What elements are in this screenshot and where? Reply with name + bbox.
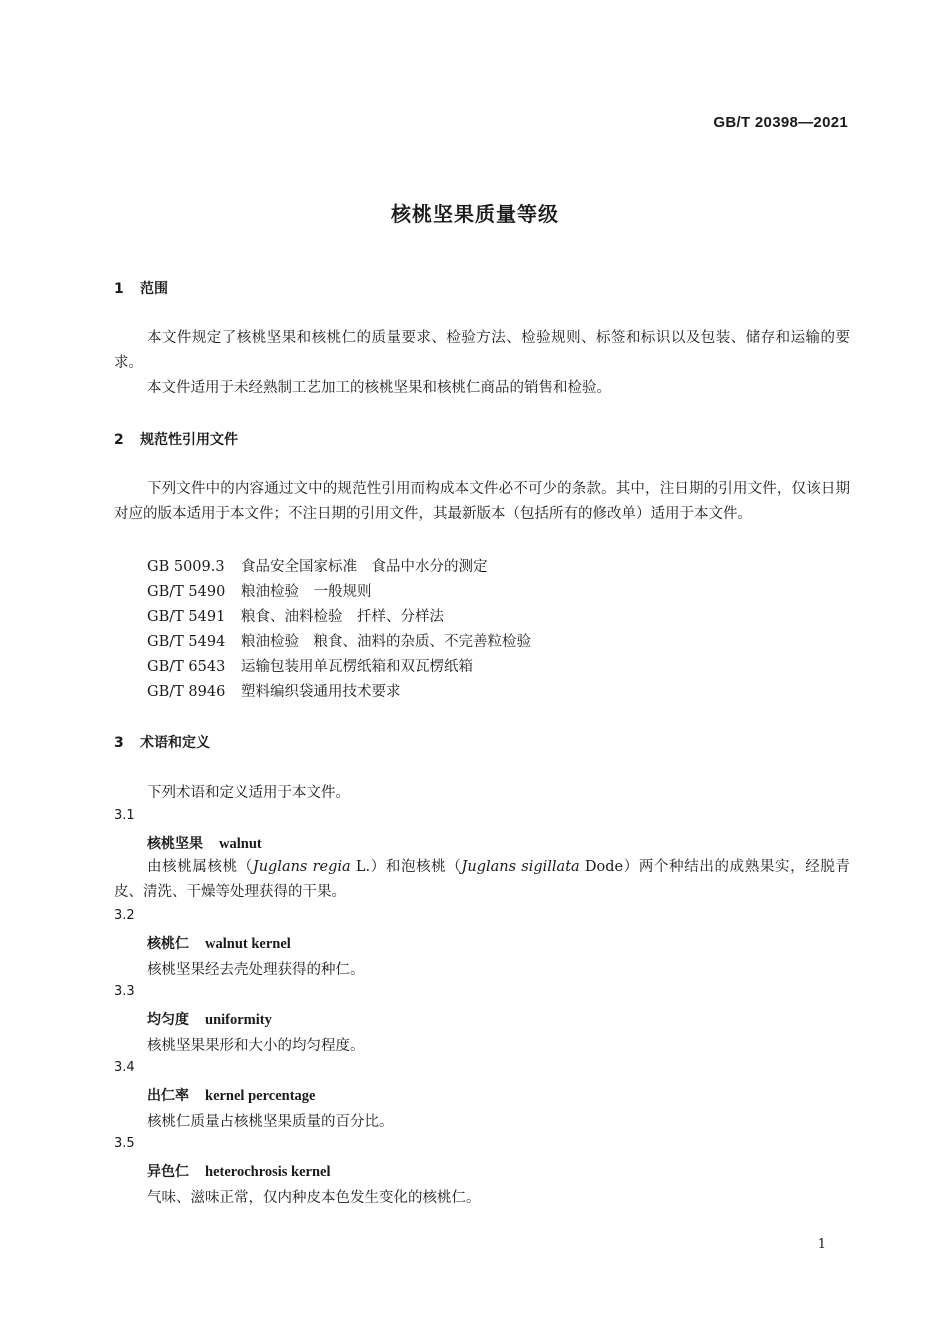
term-entry — [147, 1085, 315, 1105]
reference-item — [147, 630, 531, 651]
reference-item — [147, 580, 372, 601]
term-en: uniformity — [205, 1012, 272, 1028]
term-definition — [114, 855, 850, 905]
reference-title: 食品安全国家标准 食品中水分的测定 — [241, 559, 488, 575]
section-number: 2 — [114, 432, 124, 448]
term-zh: 核桃坚果 — [147, 836, 203, 852]
section-title: 术语和定义 — [140, 735, 210, 751]
scope-paragraph-2: 本文件适用于未经熟制工艺加工的核桃坚果和核桃仁商品的销售和检验。 — [147, 380, 611, 396]
section-heading-normative — [114, 429, 238, 449]
reference-title: 塑料编织袋通用技术要求 — [241, 684, 401, 700]
reference-title: 粮食、油料检验 扦样、分样法 — [241, 609, 444, 625]
reference-code: GB 5009.3 — [147, 559, 225, 575]
clause-number: 3.3 — [114, 984, 135, 999]
term-en: kernel percentage — [205, 1088, 316, 1104]
reference-item — [147, 555, 488, 576]
species-name: Juglans sigillata — [461, 859, 580, 875]
reference-code: GB/T 5494 — [147, 634, 226, 650]
clause-number: 3.4 — [114, 1060, 135, 1075]
term-entry — [147, 1009, 272, 1029]
term-definition: 核桃仁质量占核桃坚果质量的百分比。 — [147, 1114, 394, 1130]
standard-code: GB/T 20398—2021 — [713, 114, 848, 131]
section-title: 范围 — [140, 281, 168, 297]
scope-paragraph-1: 本文件规定了核桃坚果和核桃仁的质量要求、检验方法、检验规则、标签和标识以及包装、储存和运输的要求。 — [114, 330, 850, 371]
reference-item — [147, 680, 401, 701]
definition-text: 由核桃属核桃（ — [147, 859, 253, 875]
definition-text: L.）和泡核桃（ — [350, 859, 462, 875]
reference-code: GB/T 5490 — [147, 584, 226, 600]
term-definition: 核桃坚果果形和大小的均匀程度。 — [147, 1038, 365, 1054]
term-en: walnut kernel — [205, 936, 291, 952]
term-en: walnut — [219, 836, 262, 852]
reference-title: 运输包装用单瓦楞纸箱和双瓦楞纸箱 — [241, 659, 473, 675]
section-heading-scope — [114, 278, 168, 298]
document-title: 核桃坚果质量等级 — [391, 202, 559, 226]
reference-code: GB/T 6543 — [147, 659, 226, 675]
clause-number: 3.5 — [114, 1136, 135, 1151]
term-en: heterochrosis kernel — [205, 1164, 331, 1180]
section-number: 1 — [114, 281, 124, 297]
term-entry — [147, 833, 262, 853]
section-heading-terms — [114, 732, 210, 752]
term-zh: 均匀度 — [147, 1012, 189, 1028]
term-zh: 核桃仁 — [147, 936, 189, 952]
term-zh: 异色仁 — [147, 1164, 189, 1180]
term-definition: 核桃坚果经去壳处理获得的种仁。 — [147, 962, 365, 978]
species-name: Juglans regia — [252, 859, 351, 875]
reference-title: 粮油检验 粮食、油料的杂质、不完善粒检验 — [241, 634, 531, 650]
section-title: 规范性引用文件 — [140, 432, 238, 448]
term-entry — [147, 1161, 331, 1181]
term-definition: 气味、滋味正常，仅内种皮本色发生变化的核桃仁。 — [147, 1190, 481, 1206]
reference-title: 粮油检验 一般规则 — [241, 584, 372, 600]
reference-code: GB/T 5491 — [147, 609, 226, 625]
page-number: 1 — [817, 1237, 826, 1252]
normative-intro: 下列文件中的内容通过文中的规范性引用而构成本文件必不可少的条款。其中，注日期的引用文件，仅该日期对应的版本适用于本文件；不注日期的引用文件，其最新版本（包括所有的修改单）适用于本文件。 — [114, 481, 850, 522]
reference-item — [147, 655, 473, 676]
term-zh: 出仁率 — [147, 1088, 189, 1104]
clause-number: 3.2 — [114, 908, 135, 923]
clause-number: 3.1 — [114, 808, 135, 823]
definition-text: Dode）两个种结出的成熟果实，经脱青皮、清洗、干燥等处理获得的干果。 — [114, 859, 850, 900]
reference-code: GB/T 8946 — [147, 684, 226, 700]
term-entry — [147, 933, 291, 953]
reference-item — [147, 605, 444, 626]
terms-intro: 下列术语和定义适用于本文件。 — [147, 785, 350, 801]
section-number: 3 — [114, 735, 124, 751]
